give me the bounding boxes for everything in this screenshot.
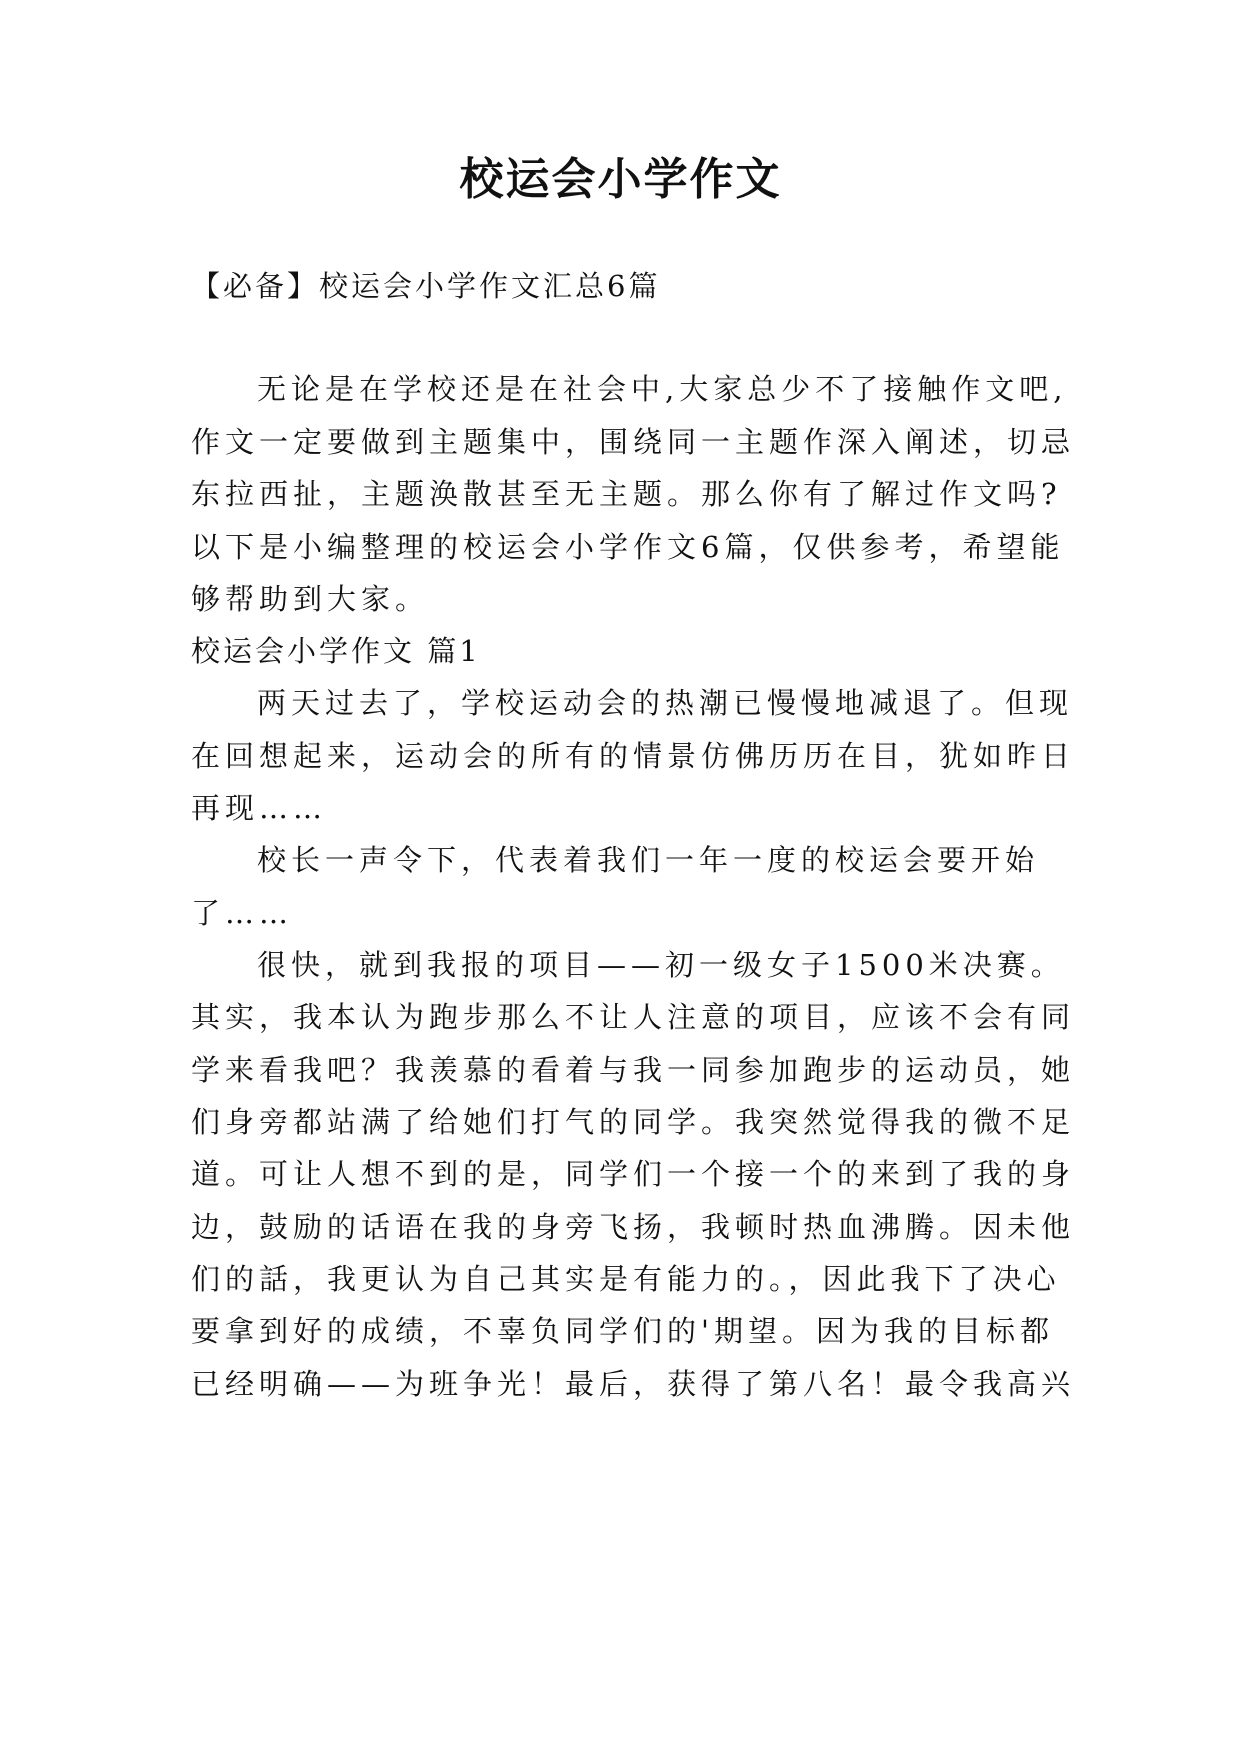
paragraph-line: 们的話，我更认为自己其实是有能力的。，因此我下了决心 — [191, 1262, 1061, 1296]
document-subtitle: 【必备】校运会小学作文汇总6篇 — [191, 269, 661, 303]
intro-line: 东拉西扯，主题涣散甚至无主题。那么你有了解过作文吗? — [191, 477, 1062, 511]
document-title: 校运会小学作文 — [459, 154, 782, 205]
intro-line: 无论是在学校还是在社会中,大家总少不了接触作文吧, — [257, 372, 1068, 406]
paragraph-line: 两天过去了，学校运动会的热潮已慢慢地减退了。但现 — [257, 686, 1074, 720]
paragraph-line: 道。可让人想不到的是，同学们一个接一个的来到了我的身 — [191, 1157, 1076, 1191]
paragraph-line: 要拿到好的成绩，不辜负同学们的'期望。因为我的目标都 — [191, 1314, 1054, 1348]
intro-line: 作文一定要做到主题集中，围绕同一主题作深入阐述，切忌 — [191, 425, 1076, 459]
paragraph-line: 再现…… — [191, 791, 328, 825]
paragraph-line: 了…… — [191, 896, 294, 930]
paragraph-line: 在回想起来，运动会的所有的情景仿佛历历在目，犹如昨日 — [191, 739, 1076, 773]
paragraph-line: 边，鼓励的话语在我的身旁飞扬，我顿时热血沸腾。因未他 — [191, 1210, 1076, 1244]
paragraph-line: 学来看我吧？我羡慕的看着与我一同参加跑步的运动员，她 — [191, 1053, 1076, 1087]
intro-line: 以下是小编整理的校运会小学作文6篇，仅供参考，希望能 — [191, 530, 1065, 564]
section-heading: 校运会小学作文 篇1 — [191, 634, 481, 668]
intro-line: 够帮助到大家。 — [191, 582, 430, 616]
paragraph-line: 其实，我本认为跑步那么不让人注意的项目，应该不会有同 — [191, 1000, 1076, 1034]
paragraph-line: 们身旁都站满了给她们打气的同学。我突然觉得我的微不足 — [191, 1105, 1076, 1139]
paragraph-line: 已经明确——为班争光！最后，获得了第八名！最令我高兴 — [191, 1367, 1076, 1401]
paragraph-line: 很快，就到我报的项目——初一级女子1500米决赛。 — [257, 948, 1065, 982]
paragraph-line: 校长一声令下，代表着我们一年一度的校运会要开始 — [257, 843, 1040, 877]
